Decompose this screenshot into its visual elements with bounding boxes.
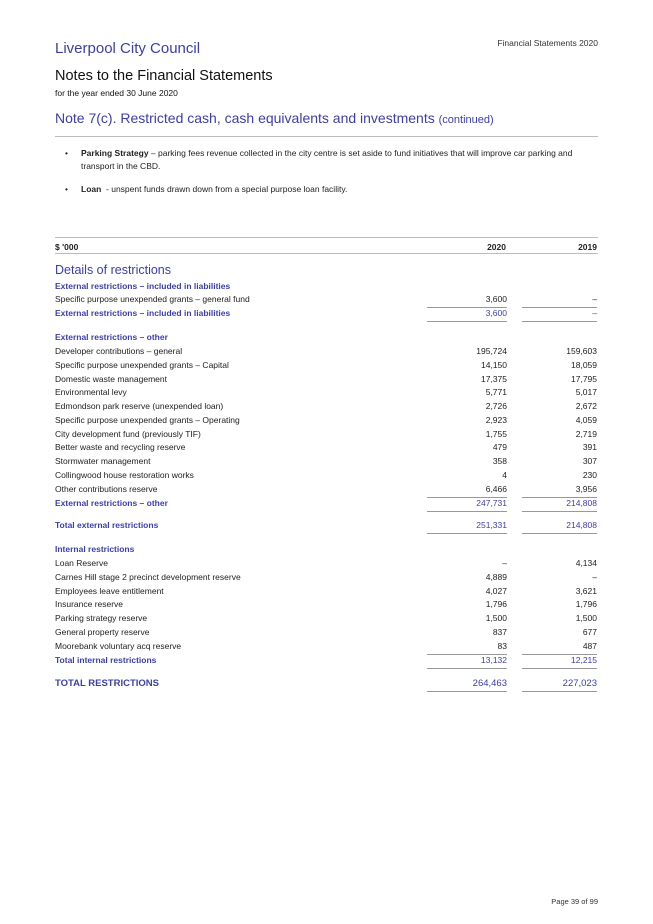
value-2019: 230	[582, 470, 597, 480]
bullet-parking-strategy	[55, 147, 598, 172]
group-heading-label: External restrictions – included in liabilities	[55, 281, 231, 291]
row-label: External restrictions – included in liabilities	[55, 308, 231, 318]
value-2019: 214,808	[522, 497, 597, 512]
note-continued: (continued)	[438, 114, 494, 126]
row-label: Developer contributions – general	[55, 346, 183, 356]
table-row	[55, 293, 598, 307]
row-label: External restrictions – other	[55, 498, 168, 508]
value-2019: 17,795	[571, 374, 597, 384]
period-subtitle: for the year ended 30 June 2020	[55, 88, 178, 98]
value-2019: 487	[522, 640, 597, 655]
table-row	[55, 598, 598, 612]
bullet-term: Parking Strategy	[81, 148, 149, 158]
divider	[55, 136, 598, 137]
value-2019: 2,672	[575, 401, 597, 411]
value-2019: 1,500	[575, 613, 597, 623]
council-name: Liverpool City Council	[55, 40, 201, 57]
note-heading-text: Note 7(c). Restricted cash, cash equivalents and investments	[55, 110, 435, 126]
row-label: City development fund (previously TIF)	[55, 429, 201, 439]
value-2019: 4,134	[575, 558, 597, 568]
value-2019: –	[522, 307, 597, 322]
value-2020: 1,500	[485, 613, 507, 623]
value-2020: 195,724	[476, 346, 507, 356]
row-label: Parking strategy reserve	[55, 613, 148, 623]
value-2019: 12,215	[522, 654, 597, 669]
table-row	[55, 359, 598, 373]
grand-total-row	[55, 677, 598, 691]
value-2020: 358	[492, 456, 507, 466]
value-2020: 83	[427, 640, 507, 655]
value-2020: 4,027	[485, 586, 507, 596]
section-title: Details of restrictions	[55, 263, 172, 277]
row-label: Better waste and recycling reserve	[55, 442, 186, 452]
row-label: Stormwater management	[55, 456, 151, 466]
table-row	[55, 557, 598, 571]
table-row	[55, 640, 598, 654]
page-number: Page 39 of 99	[551, 897, 598, 906]
row-label: Edmondson park reserve (unexpended loan)	[55, 401, 224, 411]
value-2019: 3,956	[522, 483, 597, 498]
value-2020: 2,726	[485, 401, 507, 411]
value-2020: 251,331	[427, 519, 507, 534]
table-row	[55, 428, 598, 442]
table-row	[55, 626, 598, 640]
table-row	[55, 483, 598, 497]
value-2020: 1,755	[485, 429, 507, 439]
value-2020: 2,923	[485, 415, 507, 425]
row-label: Specific purpose unexpended grants – Operating	[55, 415, 240, 425]
subtotal-row	[55, 307, 598, 321]
value-2019: 4,059	[575, 415, 597, 425]
row-label: TOTAL RESTRICTIONS	[55, 678, 159, 689]
value-2019: 5,017	[575, 387, 597, 397]
row-label: Carnes Hill stage 2 precinct development reserve	[55, 572, 241, 582]
header-rule	[55, 253, 598, 254]
row-label: Insurance reserve	[55, 599, 124, 609]
column-header-2020: 2020	[487, 242, 506, 252]
group-heading-label: Internal restrictions	[55, 544, 135, 554]
group-heading	[55, 543, 598, 557]
value-2019: 3,621	[575, 586, 597, 596]
bullet-term: Loan	[81, 184, 102, 194]
row-label: Domestic waste management	[55, 374, 167, 384]
note-heading	[55, 110, 494, 126]
value-2020: 3,600	[427, 293, 507, 308]
table-row	[55, 469, 598, 483]
value-2020: 1,796	[485, 599, 507, 609]
value-2020: –	[502, 558, 507, 568]
table-row	[55, 441, 598, 455]
row-label: General property reserve	[55, 627, 150, 637]
subtotal-row	[55, 654, 598, 668]
value-2019: –	[522, 293, 597, 308]
group-heading	[55, 331, 598, 345]
value-2020: 13,132	[427, 654, 507, 669]
row-label: Environmental levy	[55, 387, 127, 397]
total-row	[55, 519, 598, 533]
table-row	[55, 585, 598, 599]
value-2019: 2,719	[575, 429, 597, 439]
table-row	[55, 414, 598, 428]
row-label: Loan Reserve	[55, 558, 108, 568]
value-2019: 227,023	[522, 677, 597, 692]
table-top-rule	[55, 237, 598, 238]
value-2019: 214,808	[522, 519, 597, 534]
table-row	[55, 571, 598, 585]
group-heading-label: External restrictions – other	[55, 332, 168, 342]
subtotal-row	[55, 497, 598, 511]
notes-title: Notes to the Financial Statements	[55, 68, 273, 84]
value-2020: 4	[502, 470, 507, 480]
value-2020: 264,463	[427, 677, 507, 692]
table-row	[55, 612, 598, 626]
row-label: Specific purpose unexpended grants – general fund	[55, 294, 250, 304]
value-2020: 4,889	[485, 572, 507, 582]
row-label: Total external restrictions	[55, 520, 159, 530]
table-row	[55, 373, 598, 387]
value-2019: 307	[582, 456, 597, 466]
document-title: Financial Statements 2020	[497, 38, 598, 48]
value-2020: 247,731	[427, 497, 507, 512]
bullet-dot: •	[65, 148, 68, 158]
table-row	[55, 386, 598, 400]
column-header-2019: 2019	[578, 242, 597, 252]
value-2020: 6,466	[427, 483, 507, 498]
unit-label: $ '000	[55, 242, 79, 252]
table-row	[55, 455, 598, 469]
value-2020: 5,771	[485, 387, 507, 397]
bullet-dot: •	[65, 184, 68, 194]
value-2020: 14,150	[481, 360, 507, 370]
value-2020: 479	[492, 442, 507, 452]
row-label: Other contributions reserve	[55, 484, 158, 494]
row-label: Total internal restrictions	[55, 655, 157, 665]
value-2020: 3,600	[427, 307, 507, 322]
value-2019: 18,059	[571, 360, 597, 370]
value-2019: 677	[582, 627, 597, 637]
row-label: Specific purpose unexpended grants – Capital	[55, 360, 229, 370]
bullet-text: - unspent funds drawn down from a special purpose loan facility.	[101, 184, 348, 194]
value-2020: 17,375	[481, 374, 507, 384]
table-row	[55, 400, 598, 414]
bullet-text: – parking fees revenue collected in the city centre is set aside to fund initiatives that will improve car parking and transport in the CBD.	[81, 148, 573, 171]
table-row	[55, 345, 598, 359]
row-label: Moorebank voluntary acq reserve	[55, 641, 182, 651]
value-2019: 391	[582, 442, 597, 452]
row-label: Collingwood house restoration works	[55, 470, 194, 480]
value-2019: 159,603	[566, 346, 597, 356]
bullet-loan	[55, 183, 598, 196]
value-2019: 1,796	[575, 599, 597, 609]
row-label: Employees leave entitlement	[55, 586, 164, 596]
value-2020: 837	[492, 627, 507, 637]
value-2019: –	[592, 572, 597, 582]
group-heading	[55, 280, 598, 294]
